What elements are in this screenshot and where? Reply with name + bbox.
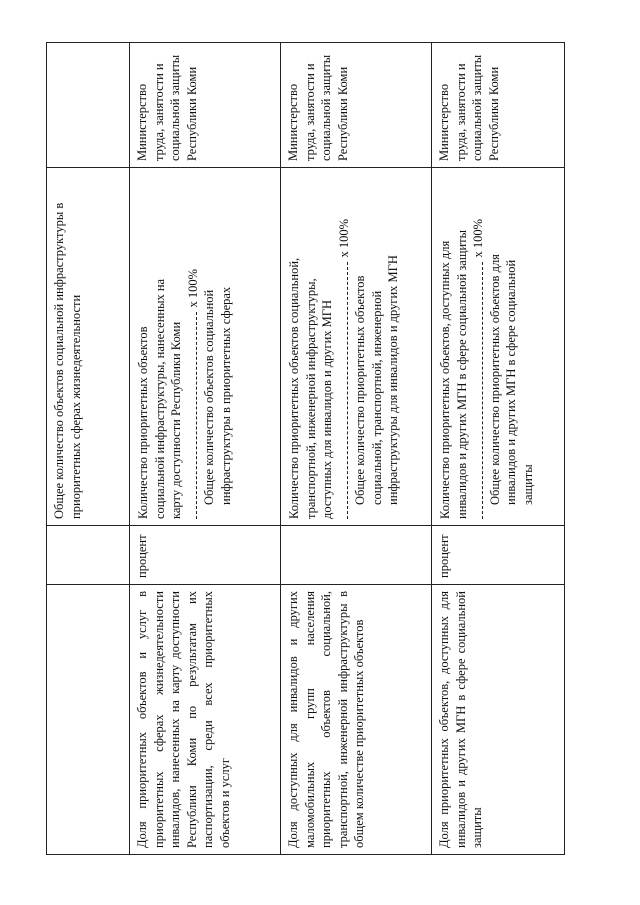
formula-denominator: Общее количество приоритетных объектов для инвалидов и других МГН в сфере социальной защиты [487,254,535,505]
formula-cell [281,168,432,526]
unit-cell [281,526,432,585]
formula-cell [432,168,565,526]
fraction-bar [185,269,202,519]
table-row [432,43,565,855]
formula-fraction [286,219,402,519]
formula-numerator: Количество приоритетных объектов социальной, транспортной, инженерной инфраструктуры, доступных для инвалидов и других МГН [287,257,334,519]
unit-cell: процент [130,526,281,585]
table-row [47,43,130,855]
indicator-cell [47,585,130,855]
indicator-cell: Доля приоритетных объектов и услуг в приоритетных сферах жизнедеятельности инвалидов, нанесенных на карту доступности Республики Коми по результатам их паспортизации, среди всех приоритетных объектов и услуг [130,585,281,855]
formula-multiplier: x 100% [471,219,485,258]
formula-cell [130,168,281,526]
fraction-bar [470,219,487,519]
indicator-cell: Доля доступных для инвалидов и других маломобильных групп населения приоритетных объектов социальной, транспортной, инженерной инфраструктуры в общем количестве приоритетных объектов [281,585,432,855]
fraction-line [339,262,348,519]
indicator-cell: Доля приоритетных объектов, доступных для инвалидов и других МГН в сфере социальной защиты [432,585,565,855]
fraction-line [474,262,483,519]
fraction-bar [336,219,353,519]
formula-cell [47,168,130,526]
table-row [281,43,432,855]
formula-denominator: Общее количество приоритетных объектов социальной, транспортной, инженерной инфраструктуры для инвалидов и других МГН [353,255,400,505]
indicators-table [46,42,565,855]
responsible-cell: Министерство труда, занятости и социальной защиты Республики Коми [281,43,432,168]
fraction-line [188,312,197,519]
formula-denominator: Общее количество объектов социальной инфраструктуры в приоритетных сферах [202,286,233,505]
responsible-cell: Министерство труда, занятости и социальной защиты Республики Коми [432,43,565,168]
unit-cell: процент [432,526,565,585]
formula-continuation-text: Общее количество объектов социальной инфраструктуры в приоритетных сферах жизнедеятельности [52,202,83,519]
formula-multiplier: x 100% [336,219,351,258]
formula-numerator: Количество приоритетных объектов социальной инфраструктуры, нанесенных на карту доступности Республики Коми [136,278,183,519]
formula-fraction [437,219,536,519]
responsible-cell: Министерство труда, занятости и социальной защиты Республики Коми [130,43,281,168]
formula-numerator: Количество приоритетных объектов, доступных для инвалидов и других МГН в сфере социальной защиты [438,229,469,519]
unit-cell [47,526,130,585]
formula-multiplier: x 100% [185,269,200,308]
responsible-cell [47,43,130,168]
table-row [130,43,281,855]
formula-fraction [135,269,234,519]
